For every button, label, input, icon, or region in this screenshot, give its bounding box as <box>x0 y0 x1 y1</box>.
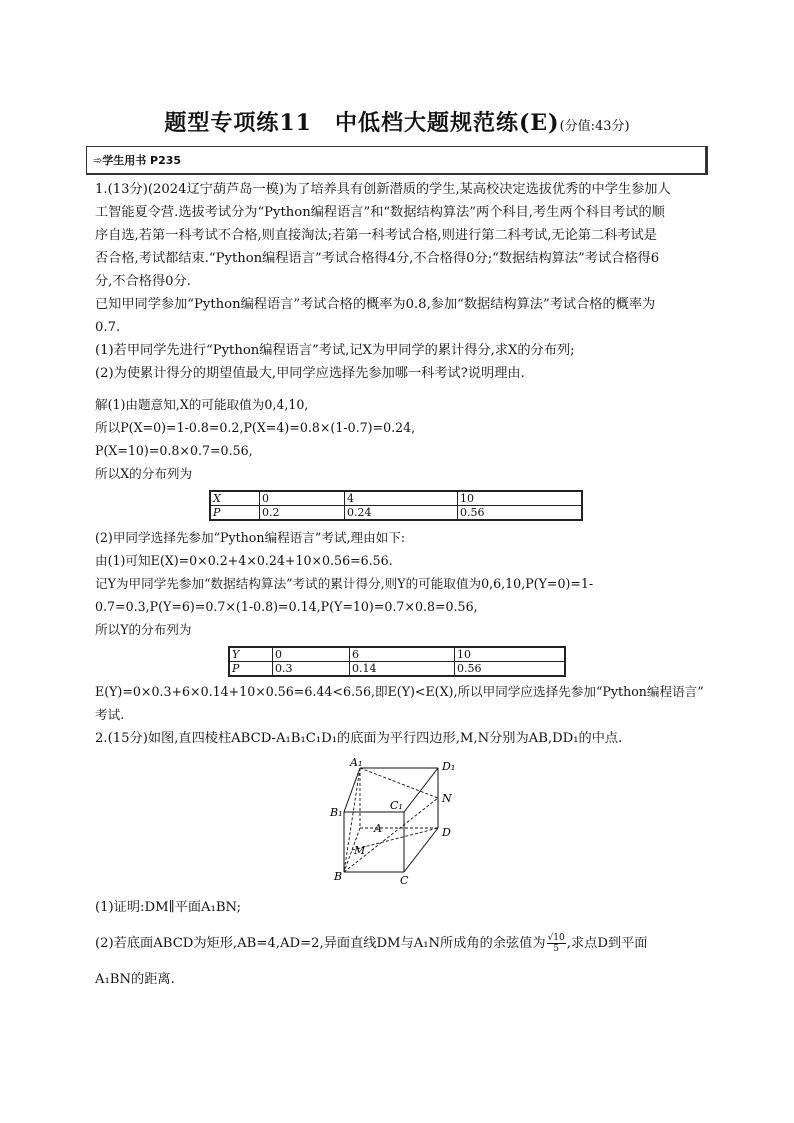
cosine-fraction <box>547 933 566 954</box>
label-c1: C₁ <box>390 799 403 812</box>
solution-part1 <box>95 393 695 485</box>
solution-line: P(X=10)=0.8×0.7=0.56, <box>95 443 253 458</box>
solution-part2 <box>95 526 695 641</box>
table-row <box>210 506 582 521</box>
prism-figure <box>328 756 468 886</box>
student-book-tag: ➾学生用书 P235 <box>93 154 182 167</box>
problem1-line: 否合格,考试都结束.“Python编程语言”考试合格得4分,不合格得0分;“数据结构算法”考试合格得6 <box>95 251 660 266</box>
table-cell: 0 <box>273 647 350 662</box>
problem1-line: (1)若甲同学先进行“Python编程语言”考试,记X为甲同学的累计得分,求X的分布列; <box>95 343 575 358</box>
table-cell: 0.2 <box>260 506 345 521</box>
edge-cd <box>404 828 438 872</box>
page-title <box>0 106 794 137</box>
problem1-line: 0.7. <box>95 320 121 335</box>
solution-line: 所以X的分布列为 <box>95 466 193 481</box>
problem1-statement <box>95 178 695 385</box>
table-cell: 10 <box>455 647 566 662</box>
label-n: N <box>442 792 452 805</box>
y-distribution-table <box>228 646 566 677</box>
title-main: 题型专项练11 中低档大题规范练(E) <box>164 110 560 136</box>
problem1-line: 序自选,若第一科考试不合格,则直接淘汰;若第一科考试合格,则进行第二科考试,无论第二科考试是 <box>95 228 657 243</box>
solution-part3 <box>95 680 704 726</box>
table-cell: 0 <box>260 491 345 506</box>
fraction-numerator: √10 <box>547 933 565 943</box>
q2-text-end: ,求点D到平面 <box>566 936 648 951</box>
solution-line: E(Y)=0×0.3+6×0.14+10×0.56=6.44<6.56,即E(Y)<E(X),所以甲同学应选择先参加“Python编程语言” <box>95 684 704 699</box>
label-c: C <box>400 874 409 886</box>
problem2-q1: (1)证明:DM∥平面A₁BN; <box>95 900 242 915</box>
table-cell: 0.56 <box>458 506 583 521</box>
edge-d1c1 <box>404 768 438 812</box>
x-distribution-table <box>209 490 583 521</box>
table-row <box>229 647 565 662</box>
problem1-line: 工智能夏令营.选拔考试分为“Python编程语言”和“数据结构算法”两个科目,考生两个科目考试的顺 <box>95 205 665 220</box>
solution-line: 0.7=0.3,P(Y=6)=0.7×(1-0.8)=0.14,P(Y=10)=0.7×0.8=0.56, <box>95 599 478 614</box>
problem1-line: 已知甲同学参加“Python编程语言”考试合格的概率为0.8,参加“数据结构算法”考试合格的概率为 <box>95 297 656 312</box>
table-cell: P <box>210 506 260 521</box>
section-banner <box>86 146 708 175</box>
table-row <box>210 491 582 506</box>
solution-line: 由(1)可知E(X)=0×0.2+4×0.24+10×0.56=6.56. <box>95 553 393 568</box>
solution-line: 考试. <box>95 707 125 722</box>
title-score: (分值:43分) <box>559 119 630 134</box>
fraction-denominator: 5 <box>553 944 560 954</box>
label-m: M <box>354 844 366 857</box>
label-a1: A₁ <box>350 756 363 769</box>
table-row <box>229 662 565 677</box>
solution-line: 解(1)由题意知,X的可能取值为0,4,10, <box>95 397 309 412</box>
label-b1: B₁ <box>330 806 343 819</box>
table-cell: P <box>229 662 273 677</box>
table-cell: X <box>210 491 260 506</box>
problem1-line: 1.(13分)(2024辽宁葫芦岛一模)为了培养具有创新潜质的学生,某高校决定选拔优秀的中学生参加人 <box>95 182 671 197</box>
edge-a1b1 <box>344 768 360 812</box>
table-cell: 0.56 <box>455 662 566 677</box>
solution-line: 所以P(X=0)=1-0.8=0.2,P(X=4)=0.8×(1-0.7)=0.24, <box>95 420 416 435</box>
problem1-line: 分,不合格得0分. <box>95 274 191 289</box>
table-cell: 4 <box>345 491 458 506</box>
label-a: A <box>374 822 382 835</box>
table-cell: 0.24 <box>345 506 458 521</box>
table-cell: 0.3 <box>273 662 350 677</box>
problem2-q2 <box>95 932 695 955</box>
label-d: D <box>442 826 451 839</box>
problem2-q2-line2: A₁BN的距离. <box>95 972 175 987</box>
table-cell: Y <box>229 647 273 662</box>
solution-line: 记Y为甲同学先参加“数据结构算法”考试的累计得分,则Y的可能取值为0,6,10,P(Y=0)=1- <box>95 576 594 591</box>
label-d1: D₁ <box>442 760 456 773</box>
q2-text: (2)若底面ABCD为矩形,AB=4,AD=2,异面直线DM与A₁N所成角的余弦值为 <box>95 936 546 951</box>
table-cell: 10 <box>458 491 583 506</box>
label-b: B <box>334 870 343 883</box>
solution-line: (2)甲同学选择先参加“Python编程语言”考试,理由如下: <box>95 530 406 545</box>
problem2-statement: 2.(15分)如图,直四棱柱ABCD-A₁B₁C₁D₁的底面为平行四边形,M,N分别为AB,DD₁的中点. <box>95 731 623 746</box>
solution-line: 所以Y的分布列为 <box>95 622 192 637</box>
table-cell: 0.14 <box>350 662 455 677</box>
table-cell: 6 <box>350 647 455 662</box>
problem1-line: (2)为使累计得分的期望值最大,甲同学应选择先参加哪一科考试?说明理由. <box>95 366 525 381</box>
